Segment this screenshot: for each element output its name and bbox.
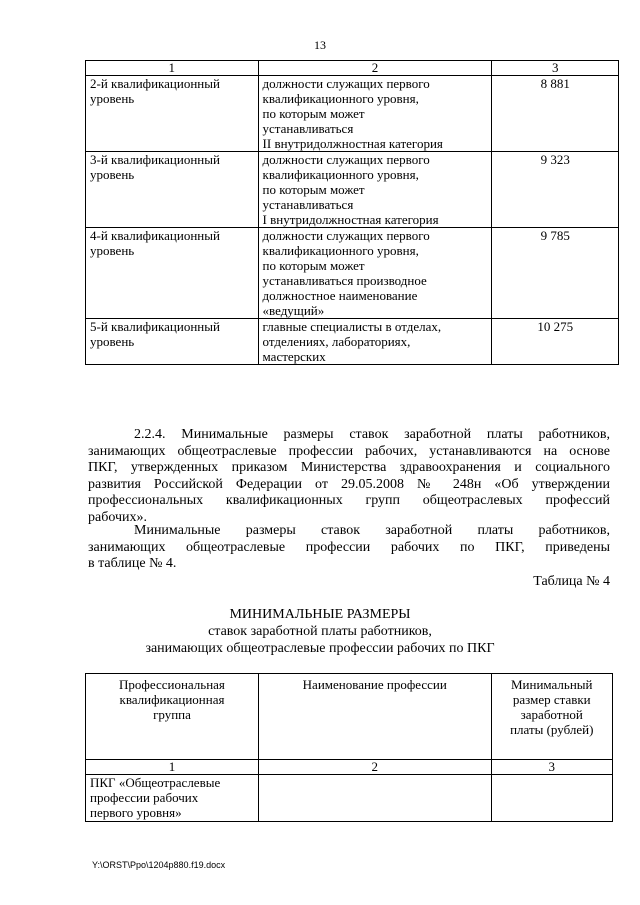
worker-profession-rates-table xyxy=(85,673,613,822)
text-line: ПКГ, утвержденных приказом Министерства здравоохранения и социального xyxy=(88,460,610,475)
cell-line: первого уровня» xyxy=(90,805,182,820)
pkg-group-cell xyxy=(86,775,259,822)
qualification-level-cell xyxy=(86,152,259,228)
paragraph-2-2-4 xyxy=(88,427,610,526)
column-number: 2 xyxy=(258,760,491,775)
table-header-row xyxy=(86,61,619,76)
salary-levels-table xyxy=(85,60,619,365)
page-number: 13 xyxy=(314,38,326,52)
cell-line: 5-й квалификационный xyxy=(90,319,220,334)
table-row xyxy=(86,775,613,822)
position-description-cell xyxy=(258,319,492,365)
cell-line: размер ставки xyxy=(512,692,591,707)
column-number: 1 xyxy=(86,61,259,76)
qualification-level-cell xyxy=(86,228,259,319)
table-row xyxy=(86,76,619,152)
cell-line: по которым может xyxy=(262,182,365,197)
table-subtitle: занимающих общеотраслевые профессии рабочих по ПКГ xyxy=(145,641,495,656)
cell-line: I внутридолжностная категория xyxy=(262,212,439,227)
cell-line: квалификационного уровня, xyxy=(262,243,419,258)
cell-line: 2-й квалификационный xyxy=(90,76,220,91)
column-number: 1 xyxy=(86,760,259,775)
text-line: рабочих». xyxy=(88,509,148,525)
table-caption: Таблица № 4 xyxy=(533,574,610,589)
position-description-cell xyxy=(258,228,492,319)
cell-line: должностное наименование xyxy=(262,288,418,303)
header-min-rate xyxy=(491,674,612,760)
cell-line: мастерских xyxy=(262,349,326,364)
table-subtitle: ставок заработной платы работников, xyxy=(208,624,432,639)
cell-line: по которым может xyxy=(262,106,365,121)
cell-line: уровень xyxy=(90,243,135,258)
text-line: 2.2.4. Минимальные размеры ставок заработной платы работников, xyxy=(134,427,610,442)
cell-line: группа xyxy=(153,707,191,722)
cell-line: уровень xyxy=(90,91,135,106)
qualification-level-cell xyxy=(86,76,259,152)
cell-line: отделениях, лабораториях, xyxy=(262,334,411,349)
text-line: профессиональных квалификационных групп общеотраслевых профессий xyxy=(88,493,610,508)
cell-line: устанавливаться xyxy=(262,121,354,136)
cell-line: Минимальный xyxy=(510,677,593,692)
cell-line: квалификационного уровня, xyxy=(262,167,419,182)
paragraph-table-reference xyxy=(88,523,610,573)
cell-line: заработной xyxy=(520,707,583,722)
text-line: Минимальные размеры ставок заработной платы работников, xyxy=(134,523,610,538)
cell-line: устанавливаться производное xyxy=(262,273,427,288)
table-header-row xyxy=(86,674,613,760)
header-profession xyxy=(258,674,491,760)
salary-value-cell: 10 275 xyxy=(492,319,619,365)
cell-line: по которым может xyxy=(262,258,365,273)
file-path-footer: Y:\ORST\Ppo\1204p880.f19.docx xyxy=(92,860,226,870)
salary-value-cell: 9 323 xyxy=(492,152,619,228)
position-description-cell xyxy=(258,76,492,152)
salary-value-cell: 8 881 xyxy=(492,76,619,152)
cell-line: Профессиональная xyxy=(119,677,225,692)
cell-line: устанавливаться xyxy=(262,197,354,212)
table-row xyxy=(86,319,619,365)
cell-line: уровень xyxy=(90,167,135,182)
cell-line: главные специалисты в отделах, xyxy=(262,319,442,334)
header-pkg xyxy=(86,674,259,760)
text-line: развития Российской Федерации от 29.05.2008 № 248н «Об утверждении xyxy=(88,476,610,492)
position-description-cell xyxy=(258,152,492,228)
salary-value-cell: 9 785 xyxy=(492,228,619,319)
cell-line: должности служащих первого xyxy=(262,152,430,167)
text-line: в таблице № 4. xyxy=(88,556,177,571)
text-line: занимающих общеотраслевые профессии рабочих по ПКГ, приведены xyxy=(88,539,610,555)
cell-line: «ведущий» xyxy=(262,303,325,318)
cell-line: квалификационного уровня, xyxy=(262,91,419,106)
cell-line: должности служащих первого xyxy=(262,76,430,91)
cell-line: ПКГ «Общеотраслевые xyxy=(90,775,221,790)
table-title: МИНИМАЛЬНЫЕ РАЗМЕРЫ xyxy=(229,607,411,622)
cell-line: платы (рублей) xyxy=(510,722,594,737)
column-number: 2 xyxy=(258,61,492,76)
cell-line: должности служащих первого xyxy=(262,228,430,243)
cell-line: 3-й квалификационный xyxy=(90,152,220,167)
column-numbers-row xyxy=(86,760,613,775)
cell-line: II внутридолжностная категория xyxy=(262,136,443,151)
rate-cell xyxy=(491,775,612,822)
qualification-level-cell xyxy=(86,319,259,365)
text-line: занимающих общеотраслевые профессии рабочих, устанавливаются на основе xyxy=(88,443,610,459)
table-row xyxy=(86,228,619,319)
cell-line: уровень xyxy=(90,334,135,349)
cell-line: профессии рабочих xyxy=(90,790,199,805)
profession-cell xyxy=(258,775,491,822)
table-row xyxy=(86,152,619,228)
cell-line: 4-й квалификационный xyxy=(90,228,220,243)
column-number: 3 xyxy=(491,760,612,775)
cell-line: квалификационная xyxy=(119,692,225,707)
cell-line: Наименование профессии xyxy=(302,677,447,692)
column-number: 3 xyxy=(492,61,619,76)
